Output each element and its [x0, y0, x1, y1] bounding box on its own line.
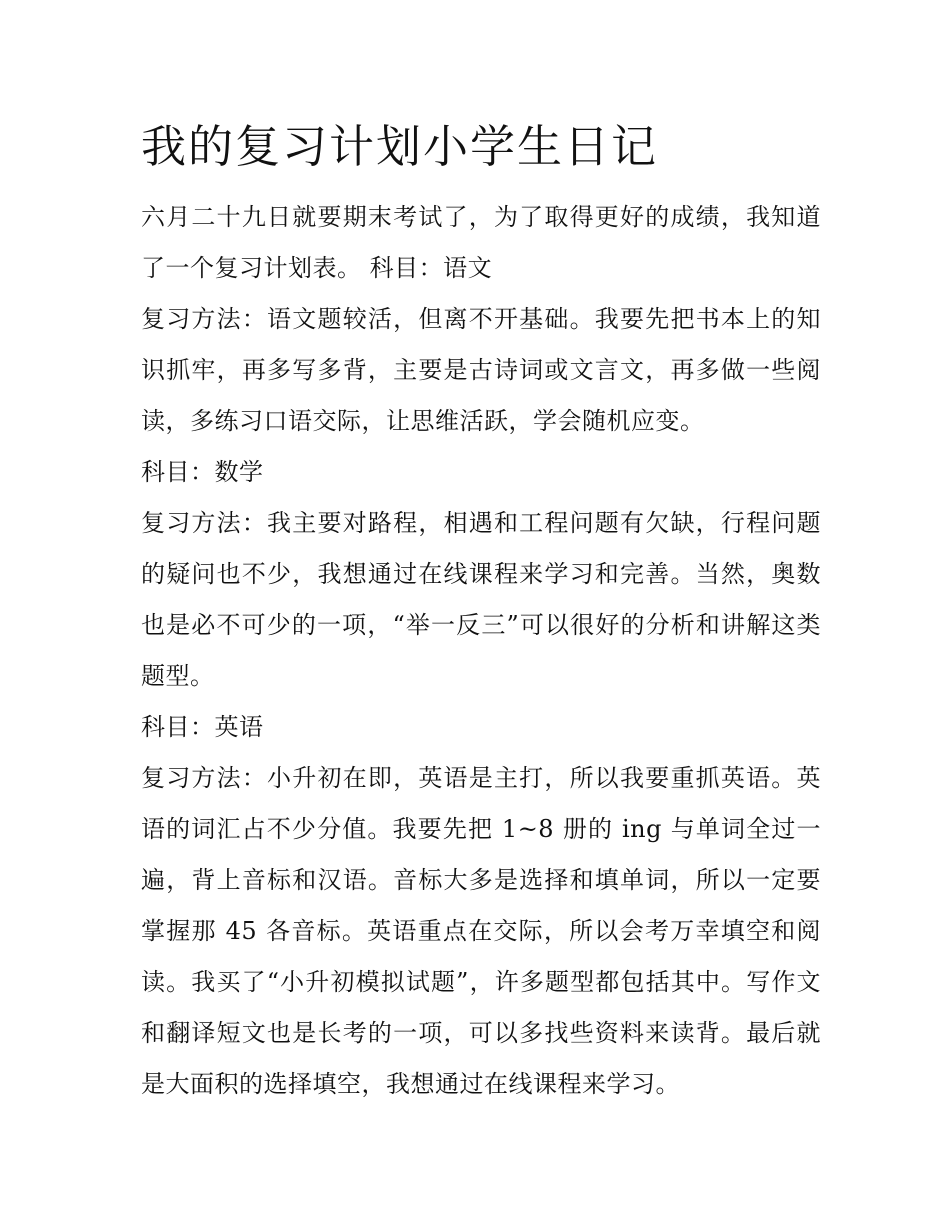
- document-title: 我的复习计划小学生日记: [141, 120, 659, 173]
- subject-english-heading: 科目：英语: [141, 713, 264, 741]
- paragraph-english-method: 复习方法：小升初在即，英语是主打，所以我要重抓英语。英语的词汇占不少分值。我要先把 1~8 册的 ing 与单词全过一遍，背上音标和汉语。音标大多是选择和填单词，所以一定要掌握那 45 各音标。英语重点在交际，所以会考万幸填空和阅读。我买了“小升初模拟试题”，许多题型都包括其中。写作文和翻译短文也是长考的一项，可以多找些资料来读背。最后就是大面积的选择填空，我想通过在线课程来学习。: [141, 764, 821, 1098]
- document-page: [141, 112, 821, 1110]
- paragraph-chinese-method: 复习方法：语文题较活，但离不开基础。我要先把书本上的知识抓牢，再多写多背，主要是古诗词或文言文，再多做一些阅读，多练习口语交际，让思维活跃，学会随机应变。: [141, 305, 821, 435]
- paragraph-math-method: 复习方法：我主要对路程，相遇和工程问题有欠缺，行程问题的疑问也不少，我想通过在线课程来学习和完善。当然，奥数也是必不可少的一项，“举一反三”可以很好的分析和讲解这类题型。: [141, 509, 821, 690]
- subject-math-heading: 科目：数学: [141, 458, 264, 486]
- paragraph-intro: 六月二十九日就要期末考试了，为了取得更好的成绩，我知道了一个复习计划表。 科目：语文: [141, 203, 821, 282]
